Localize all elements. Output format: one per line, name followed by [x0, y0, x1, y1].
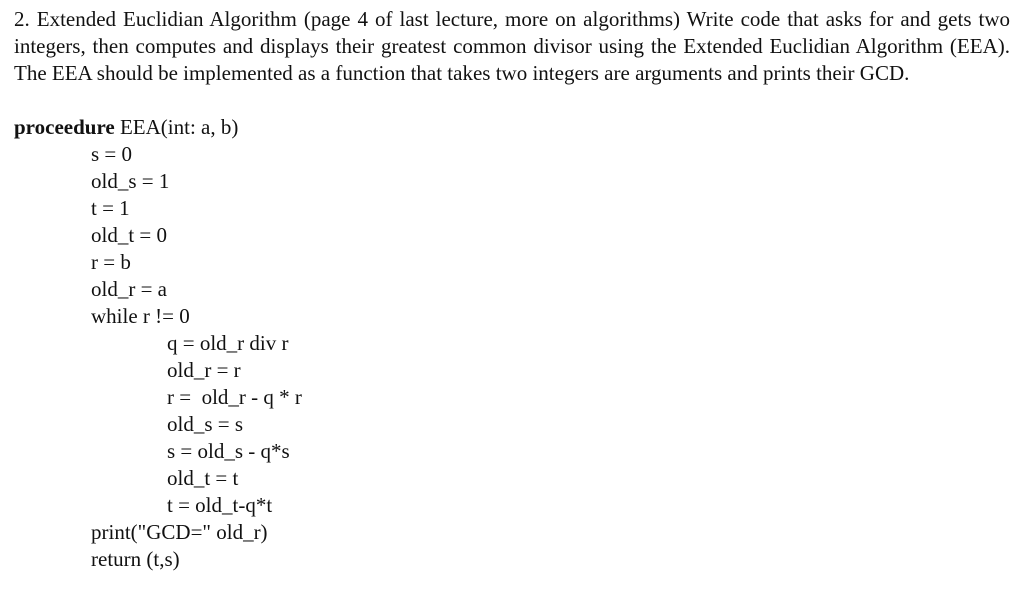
code-line: old_s = s: [167, 412, 244, 436]
return-line: return (t,s): [91, 547, 180, 571]
pseudocode-block: [14, 114, 1010, 573]
document: [14, 6, 1010, 573]
code-line: old_t = 0: [91, 223, 168, 247]
code-line: s = 0: [91, 142, 133, 166]
print-line: print("GCD=" old_r): [91, 520, 268, 544]
code-line: q = old_r div r: [167, 331, 289, 355]
problem-statement: 2. Extended Euclidian Algorithm (page 4 of last lecture, more on algorithms) Write code that asks for and gets two integers, then computes and displays their greatest common divisor using the Extended Euclidian Algorithm (EEA). The EEA should be implemented as a function that takes two integers are arguments and prints their GCD.: [14, 7, 1010, 85]
code-line: old_r = a: [91, 277, 167, 301]
code-line: s = old_s - q*s: [167, 439, 290, 463]
code-line: old_r = r: [167, 358, 241, 382]
code-line: old_t = t: [167, 466, 239, 490]
procedure-keyword: proceedure: [14, 115, 115, 139]
while-line: while r != 0: [91, 304, 190, 328]
code-line: r = b: [91, 250, 131, 274]
code-line: r = old_r - q * r: [167, 385, 302, 409]
procedure-header: [14, 114, 1010, 141]
code-line: t = old_t-q*t: [167, 493, 273, 517]
procedure-signature: EEA(int: a, b): [114, 115, 239, 139]
code-line: old_s = 1: [91, 169, 170, 193]
code-line: t = 1: [91, 196, 130, 220]
